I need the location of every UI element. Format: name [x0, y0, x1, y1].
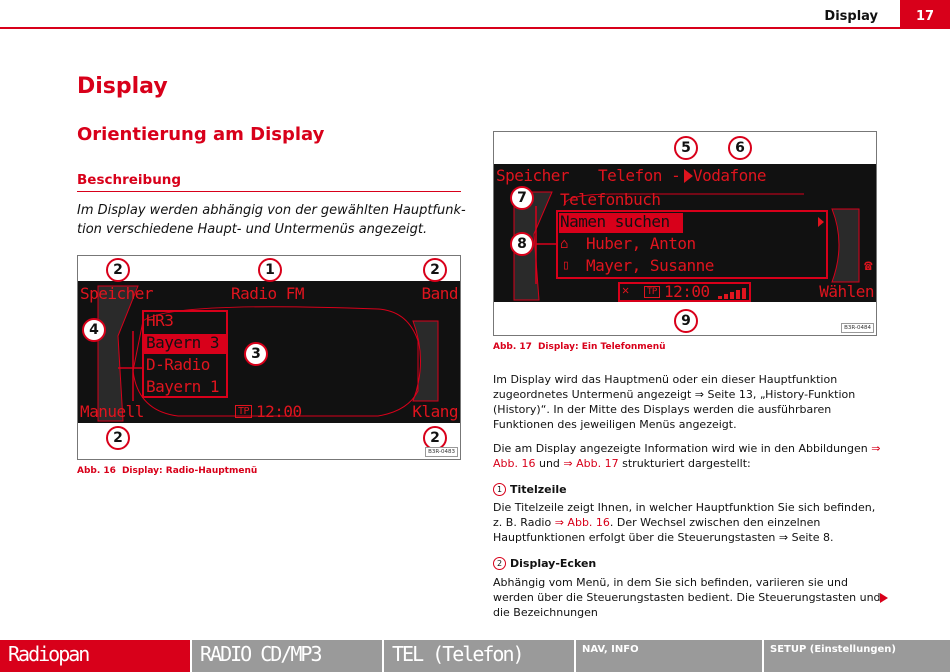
- network-provider: Vodafone: [693, 166, 767, 185]
- display-title: Radio FM: [231, 284, 305, 303]
- mobile-icon: ▯: [562, 258, 570, 273]
- tab-radiopan[interactable]: Radiopan: [0, 640, 190, 672]
- intro-text: Im Display werden abhängig von der gewählten Hauptfunk-tion verschiedene Haupt- und Untermenüs angezeigt.: [77, 203, 466, 237]
- softkey-top-left: Speicher: [496, 166, 570, 185]
- caption-text: Display: Radio-Hauptmenü: [121, 466, 258, 476]
- softkey-top-left: Speicher: [80, 284, 154, 303]
- item-title: Titelzeile: [510, 483, 567, 496]
- softkey-top-right: Band: [421, 284, 458, 303]
- caption-number: Abb. 17: [493, 342, 532, 352]
- callout-5: 5: [674, 136, 698, 160]
- callout-7: 7: [510, 186, 534, 210]
- page-heading: Display: [77, 74, 168, 99]
- header-title: Display: [824, 9, 878, 24]
- callout-9: 9: [674, 309, 698, 333]
- item-heading: [493, 557, 596, 570]
- callout-2: 2: [423, 426, 447, 450]
- callout-2: 2: [106, 258, 130, 282]
- station-item: D-Radio: [146, 355, 210, 374]
- phonebook-item: Huber, Anton: [586, 234, 696, 253]
- phonebook-item: Mayer, Susanne: [586, 256, 714, 275]
- station-item: HR3: [146, 311, 174, 330]
- subsection-rule: [77, 191, 461, 192]
- chapter-tabs: [0, 640, 950, 672]
- item-number: 1: [493, 483, 506, 496]
- callout-2: 2: [106, 426, 130, 450]
- continue-arrow-icon: [880, 593, 888, 603]
- figure-phone-display: [493, 131, 877, 336]
- tab-nav-info[interactable]: NAV, INFO: [576, 640, 762, 672]
- header-rule: [0, 27, 950, 29]
- clock: 12:00: [664, 282, 710, 301]
- callout-6: 6: [728, 136, 752, 160]
- station-item-selected: Bayern 3: [146, 333, 220, 352]
- callout-2: 2: [423, 258, 447, 282]
- paragraph-text: Die Titelzeile zeigt Ihnen, in welcher Hauptfunktion Sie sich befinden, z. B. Radio: [493, 501, 876, 529]
- softkey-bottom-right: Klang: [412, 402, 458, 421]
- callout-1: 1: [258, 258, 282, 282]
- figure-code: B3R-0483: [425, 447, 458, 457]
- section-heading: Orientierung am Display: [77, 124, 325, 145]
- figure-caption: [493, 342, 672, 352]
- traffic-program-badge: TP: [644, 286, 660, 298]
- figure-caption: [77, 466, 263, 476]
- paragraph-text: und: [538, 457, 560, 470]
- traffic-program-badge: TP: [235, 405, 252, 418]
- paragraph: Abhängig vom Menü, in dem Sie sich befinden, variieren sie und werden über die Steuerungstasten bedient. Die Steuerungstasten und die Bezeichnungen: [493, 576, 881, 619]
- figure-code: B3R-0484: [841, 323, 874, 333]
- figure-link[interactable]: ⇒ Abb. 16: [554, 516, 610, 529]
- callout-8: 8: [510, 232, 534, 256]
- display-title: Telefon -: [598, 166, 681, 185]
- paragraph: [493, 441, 885, 471]
- phonebook-item-selected: Namen suchen: [560, 212, 670, 231]
- item-title: Display-Ecken: [510, 557, 597, 570]
- tab-radio-cd-mp3[interactable]: RADIO CD/MP3: [192, 640, 382, 672]
- subsection-heading: Beschreibung: [77, 172, 182, 188]
- paragraph-text: Die am Display angezeigte Information wird wie in den Abbildungen: [493, 442, 868, 455]
- signal-strength-icon: [718, 287, 746, 299]
- tab-telefon[interactable]: TEL (Telefon): [384, 640, 574, 672]
- menu-title: Telefonbuch: [560, 190, 661, 209]
- callout-4: 4: [82, 318, 106, 342]
- softkey-bottom-right: Wählen: [819, 282, 874, 301]
- softkey-bottom-left: Manuell: [80, 402, 144, 421]
- home-icon: ⌂: [560, 236, 568, 252]
- caption-text: Display: Ein Telefonmenü: [537, 342, 666, 352]
- station-item: Bayern 1: [146, 377, 220, 396]
- item-number: 2: [493, 557, 506, 570]
- paragraph: Im Display wird das Hauptmenü oder ein dieser Hauptfunktion zugeordnetes Untermenü angezeigt ⇒ Seite 13, „History-Funktion (History)“. In der Mitte des Displays werden die ausführbaren Funktionen des jeweiligen Menüs angezeigt.: [493, 373, 856, 431]
- clock: 12:00: [256, 402, 302, 421]
- tab-setup[interactable]: SETUP (Einstellungen): [764, 640, 950, 672]
- paragraph-text: . Der Wechsel zwischen den einzelnen Hauptfunktionen erfolgt über die Steuerungstasten ⇒ Seite 8.: [493, 516, 834, 544]
- phone-handset-icon: ☎: [864, 258, 872, 274]
- figure-link[interactable]: ⇒ Abb. 16: [493, 442, 881, 470]
- caption-number: Abb. 16: [77, 466, 116, 476]
- no-phone-icon: ✕: [622, 283, 629, 297]
- page-number: 17: [900, 0, 950, 28]
- arrow-right-icon: [818, 217, 824, 227]
- paragraph-text: strukturiert dargestellt:: [622, 457, 751, 470]
- callout-3: 3: [244, 342, 268, 366]
- arrow-right-icon: [684, 169, 693, 183]
- figure-radio-display: [77, 255, 461, 460]
- figure-link[interactable]: ⇒ Abb. 17: [563, 457, 619, 470]
- paragraph: [493, 500, 885, 545]
- item-heading: [493, 483, 567, 496]
